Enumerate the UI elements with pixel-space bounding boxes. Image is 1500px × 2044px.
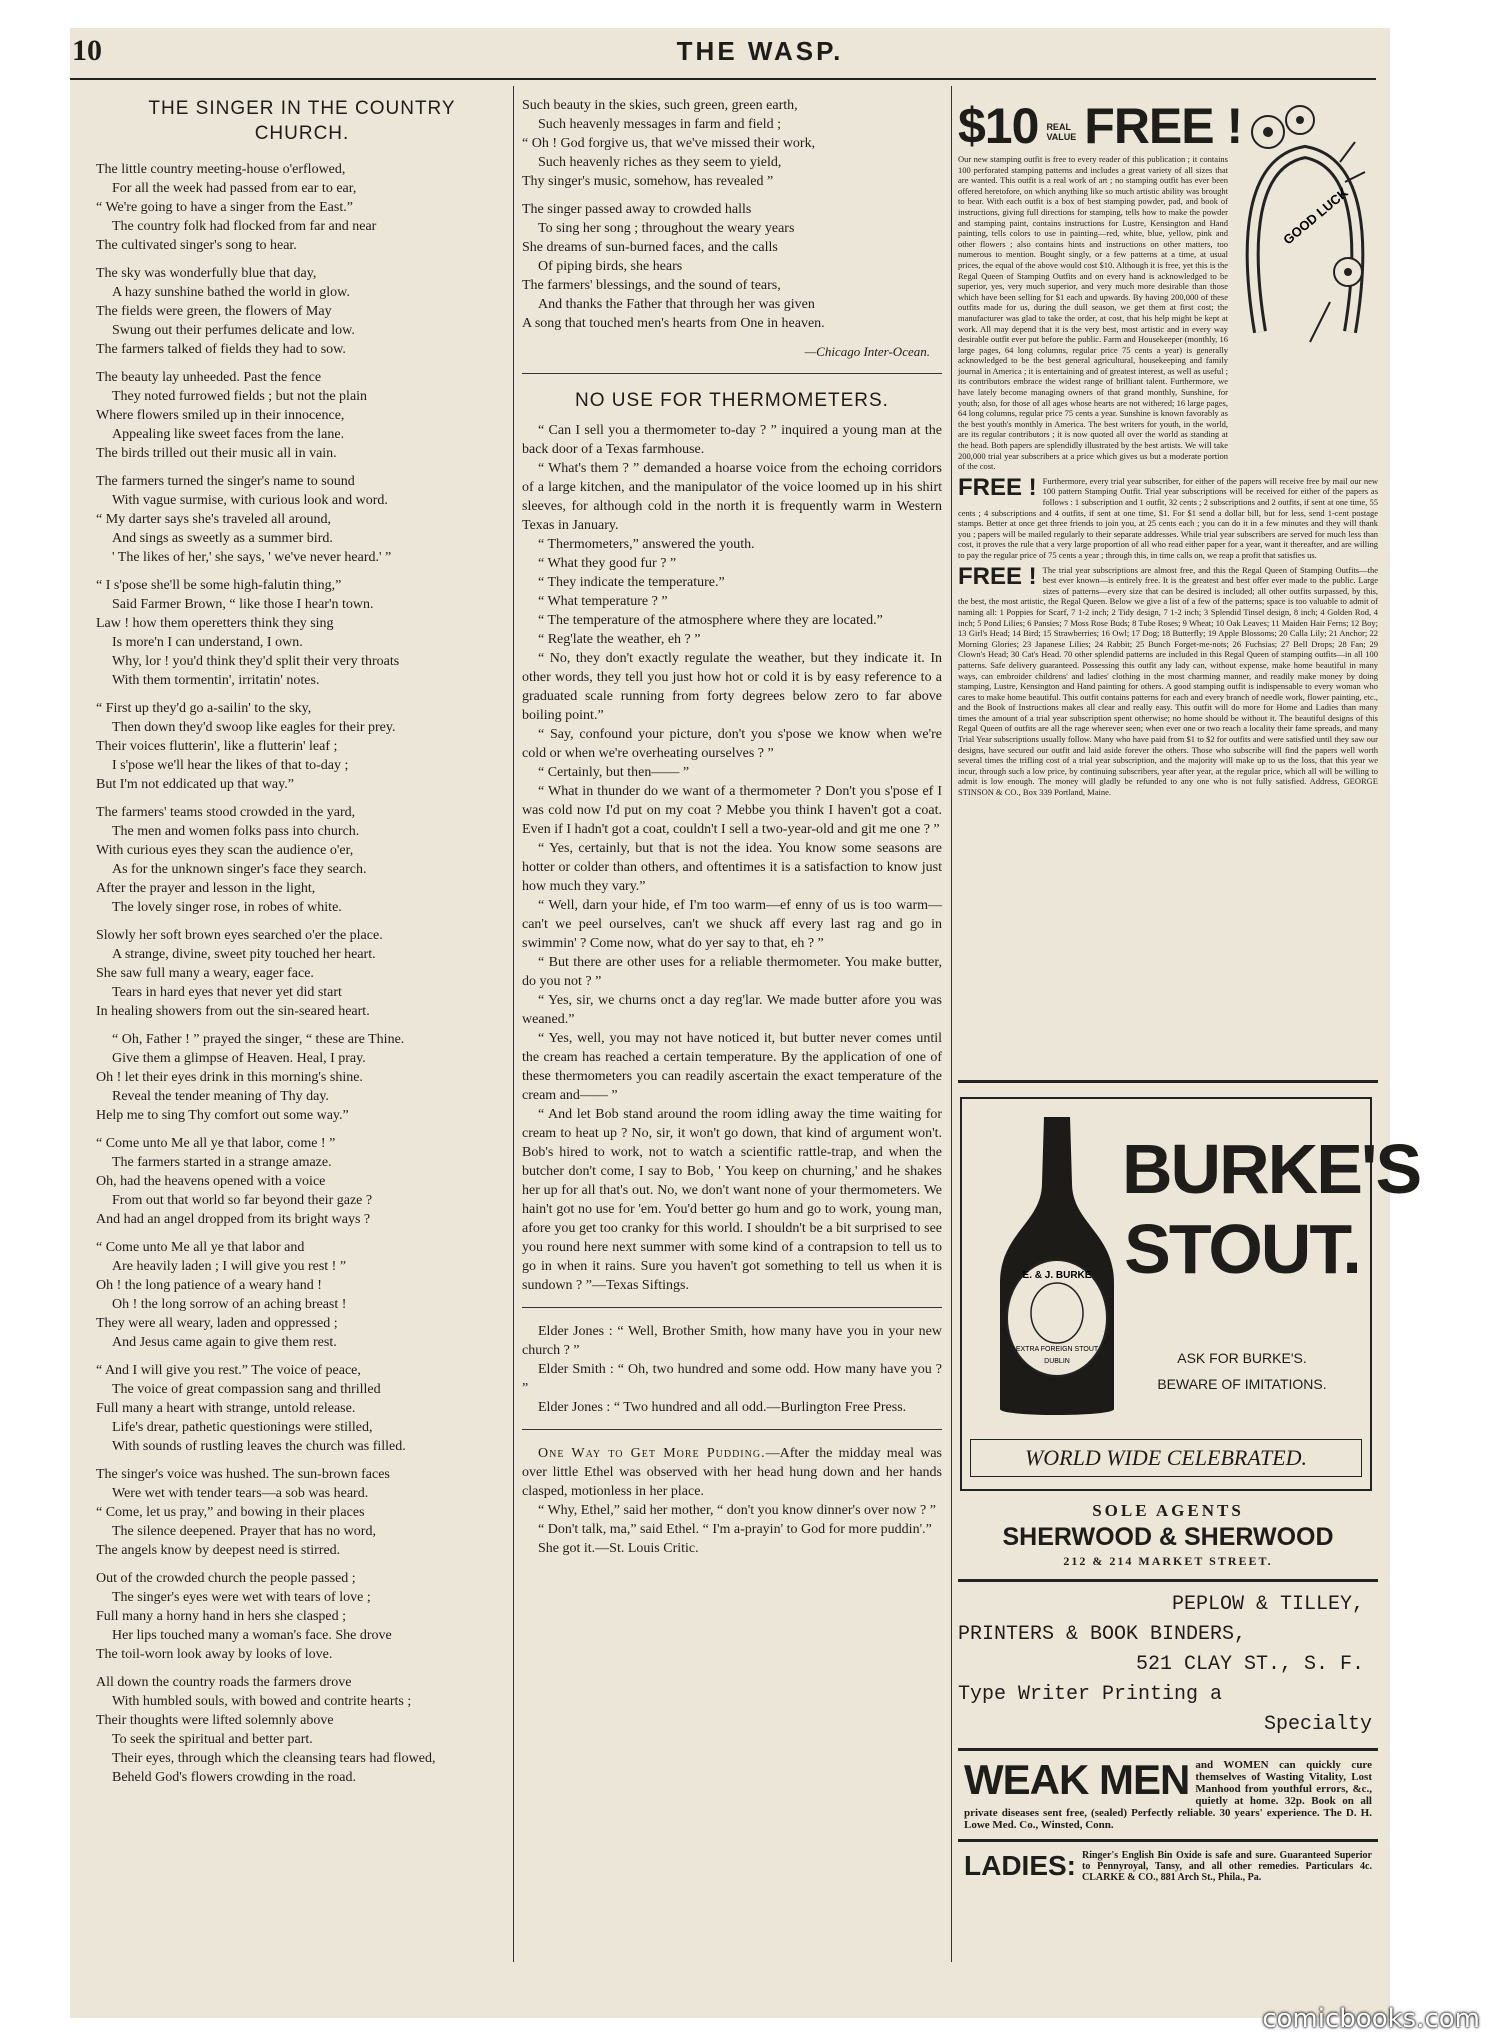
free-label-2: FREE ! <box>958 473 1037 501</box>
agent-street: 212 & 214 MARKET STREET. <box>1063 1554 1273 1568</box>
thermometer-paragraph: “ What they good fur ? ” <box>538 556 677 571</box>
peplow-tilley-ad <box>958 1590 1378 1740</box>
poem-line: Law ! how them operetters think they sing <box>96 616 334 631</box>
poem-line: She saw full many a weary, eager face. <box>96 966 314 981</box>
column-rule-1 <box>513 86 514 1962</box>
poem-line: Oh ! the long patience of a weary hand ! <box>96 1278 322 1293</box>
header-rule <box>70 78 1376 80</box>
poem-line: After the prayer and lesson in the light, <box>96 881 316 896</box>
poem-line: Such heavenly messages in farm and field ; <box>538 117 781 132</box>
poem-line: Full many a heart with strange, untold release. <box>96 1401 356 1416</box>
watermark: comicbooks.com <box>1262 2004 1480 2034</box>
pudding-text-2: “ Don't talk, ma,” said Ethel. “ I'm a-prayin' to God for more puddin'.” <box>538 1522 932 1537</box>
poem-line: The little country meeting-house o'erflowed, <box>96 162 346 177</box>
poem-line: Full many a horny hand in hers she clasped ; <box>96 1609 347 1624</box>
poem-stanza <box>96 1465 508 1560</box>
thermometer-paragraph: “ But there are other uses for a reliable thermometer. You make butter, do you not ? ” <box>522 955 942 989</box>
poem-line: “ My darter says she's traveled all around, <box>96 512 331 527</box>
ad-divider <box>958 1839 1378 1842</box>
poem-line: Beheld God's flowers crowding in the road. <box>112 1770 356 1785</box>
poem-line: “ We're going to have a singer from the East.” <box>96 200 353 215</box>
poem-line: With curious eyes they scan the audience o'er, <box>96 843 354 858</box>
poem-line: “ Oh, Father ! ” prayed the singer, “ these are Thine. <box>112 1032 405 1047</box>
poem-line: And Jesus came again to give them rest. <box>112 1335 337 1350</box>
ad-free-section-2 <box>958 473 1378 561</box>
poem-line: Thy singer's music, somehow, has revealed ” <box>522 174 774 189</box>
poem-line: To seek the spiritual and better part. <box>112 1732 313 1747</box>
poem-line: The farmers started in a strange amaze. <box>112 1155 332 1170</box>
poem-line: Were wet with tender tears—a sob was heard. <box>112 1486 369 1501</box>
poem-stanza <box>96 699 508 794</box>
poem-line: The silence deepened. Prayer that has no word, <box>112 1524 376 1539</box>
poem-line: To sing her song ; throughout the weary years <box>538 221 795 236</box>
poem-line: The sky was wonderfully blue that day, <box>96 266 317 281</box>
real-value-label: REAL VALUE <box>1046 122 1077 142</box>
poem-line: A hazy sunshine bathed the world in glow. <box>112 285 350 300</box>
burke-notice <box>1122 1345 1362 1397</box>
poem-line: Help me to sing Thy comfort out some way.” <box>96 1108 349 1123</box>
pudding-text-1: “ Why, Ethel,” said her mother, “ don't you know dinner's over now ? ” <box>538 1503 936 1518</box>
stamping-outfit-ad <box>958 96 1378 1066</box>
thermometer-paragraph: “ Can I sell you a thermometer to-day ? ” inquired a young man at the back door of a Texas farmhouse. <box>522 423 942 457</box>
elder-paragraph: Elder Jones : “ Two hundred and all odd.—Burlington Free Press. <box>538 1400 907 1415</box>
poem-line: As for the unknown singer's face they search. <box>112 862 367 877</box>
poem-line: The farmers talked of fields they had to sow. <box>96 342 346 357</box>
poem-line: From out that world so far beyond their gaze ? <box>112 1193 373 1208</box>
elder-paragraph: Elder Smith : “ Oh, two hundred and some odd. How many have you ? ” <box>522 1362 942 1396</box>
ad-divider <box>958 1080 1378 1083</box>
thermometer-paragraph: “ No, they don't exactly regulate the weather, but they indicate it. In other words, they tell you just how hot or cold it is by easy reference to a graduated scale running from forty degrees below zero to far above boiling point.” <box>522 651 942 723</box>
poem-line: But I'm not eddicated up that way.” <box>96 777 294 792</box>
poem-stanza <box>96 160 508 255</box>
poem-line: The lovely singer rose, in robes of white. <box>112 900 342 915</box>
poem-line: The men and women folks pass into church. <box>112 824 360 839</box>
poem-line: Oh ! let their eyes drink in this morning's shine. <box>96 1070 363 1085</box>
peplow-line-4: Type Writer Printing a <box>958 1683 1223 1706</box>
thermometer-paragraph: “ They indicate the temperature.” <box>538 575 725 590</box>
poem-line: With sounds of rustling leaves the church was filled. <box>112 1439 406 1454</box>
pudding-lead-paragraph <box>522 1444 942 1501</box>
poem-column <box>96 96 508 1956</box>
poem-stanza <box>96 1134 508 1229</box>
burke-title-2: STOUT. <box>1124 1210 1360 1288</box>
thermometer-paragraph: “ Reg'late the weather, eh ? ” <box>538 632 701 647</box>
ad-divider <box>958 1748 1378 1751</box>
poem-stanza <box>96 1238 508 1352</box>
poem-line: “ Come, let us pray,” and bowing in their places <box>96 1505 365 1520</box>
poem-title-line-2: CHURCH. <box>254 123 350 144</box>
poem-line: They noted furrowed fields ; but not the plain <box>112 389 368 404</box>
burke-ask: ASK FOR BURKE'S. <box>1177 1350 1307 1366</box>
poem-line: Their voices flutterin', like a flutterin' leaf ; <box>96 739 338 754</box>
poem-line: With humbled souls, with bowed and contrite hearts ; <box>112 1694 412 1709</box>
poem-line: For all the week had passed from ear to ear, <box>112 181 357 196</box>
poem-line: Why, lor ! you'd think they'd split their very throats <box>112 654 400 669</box>
pudding-text-0: —After the midday meal was over little Ethel was observed with her head hung down and her hands clasped, motionless in her place. <box>522 1446 942 1499</box>
ladies-ad <box>958 1850 1378 1883</box>
poem-line: Said Farmer Brown, “ like those I hear'n town. <box>112 597 374 612</box>
pudding-lead: One Way to Get More Pudding. <box>538 1446 766 1461</box>
poem-line: “ Come unto Me all ye that labor, come ! ” <box>96 1136 336 1151</box>
pudding-article <box>522 1444 942 1558</box>
poem-line: A song that touched men's hearts from One in heaven. <box>522 316 825 331</box>
ladies-text: Ringer's English Bin Oxide is safe and sure. Guaranteed Superior to Pennyroyal, Tansy, and all other remedies. Particulars 4c. CLARKE & CO., 881 Arch St., Phila., Pa. <box>1082 1850 1372 1883</box>
poem-line: Life's drear, pathetic questionings were stilled, <box>112 1420 373 1435</box>
poem-line: The angels know by deepest need is stirred. <box>96 1543 341 1558</box>
poem-line: Their thoughts were lifted solemnly above <box>96 1713 334 1728</box>
poem-line: She dreams of sun-burned faces, and the calls <box>522 240 778 255</box>
thermometer-title: NO USE FOR THERMOMETERS. <box>575 390 889 411</box>
poem-stanza <box>96 803 508 917</box>
free-label-3: FREE ! <box>958 562 1037 590</box>
poem-line: The beauty lay unheeded. Past the fence <box>96 370 322 385</box>
poem-line: I s'pose we'll hear the likes of that to-day ; <box>112 758 349 773</box>
ad-price: $10 <box>958 98 1039 154</box>
elder-paragraph: Elder Jones : “ Well, Brother Smith, how many have you in your new church ? ” <box>522 1324 942 1358</box>
poem-line: Tears in hard eyes that never yet did start <box>112 985 342 1000</box>
poem-line: “ And I will give you rest.” The voice of peace, <box>96 1363 361 1378</box>
middle-column <box>522 96 942 1956</box>
poem-line: Oh, had the heavens opened with a voice <box>96 1174 326 1189</box>
poem-stanza <box>96 1673 508 1787</box>
poem-line: The cultivated singer's song to hear. <box>96 238 297 253</box>
thermometer-paragraph: “ Well, darn your hide, ef I'm too warm—ef enny of us is too warm—can't we peel ourselves, can't we shuck aff every last rag and go in swimmin' ? Come now, what do yer say to that, eh ? ” <box>522 898 942 951</box>
poem-line: The singer's eyes were wet with tears of love ; <box>112 1590 371 1605</box>
poem-line: The farmers' blessings, and the sound of tears, <box>522 278 781 293</box>
poem-line: Where flowers smiled up in their innocence, <box>96 408 345 423</box>
poem-line: And had an angel dropped from its bright ways ? <box>96 1212 371 1227</box>
sole-agents: SOLE AGENTS <box>1092 1501 1244 1520</box>
good-luck-text: GOOD LUCK <box>1280 184 1351 248</box>
poem-credit: —Chicago Inter-Ocean. <box>804 344 930 359</box>
poem-line: “ Oh ! God forgive us, that we've missed their work, <box>522 136 816 151</box>
thermometer-paragraph: “ Thermometers,” answered the youth. <box>538 537 755 552</box>
peplow-line-5: Specialty <box>1263 1713 1372 1736</box>
page-number: 10 <box>72 34 102 67</box>
poem-line: All down the country roads the farmers drove <box>96 1675 352 1690</box>
thermometer-paragraph: “ What's them ? ” demanded a hoarse voice from the echoing corridors of a large kitchen, and the manipulator of the voice loomed up in his shirt sleeves, for although cold in the north it is frequently warm in Western Texas in January. <box>522 461 942 533</box>
poem-line: The voice of great compassion sang and thrilled <box>112 1382 381 1397</box>
poem-stanza <box>96 1030 508 1125</box>
poem-stanza <box>96 576 508 690</box>
poem-line: The birds trilled out their music all in vain. <box>96 446 337 461</box>
poem-line: Out of the crowded church the people passed ; <box>96 1571 356 1586</box>
bottle-sub-text: EXTRA FOREIGN STOUT <box>1015 1346 1099 1353</box>
ad-free-body-1: Our new stamping outfit is free to every reader of this publication ; it contains 100 perforated stamping patterns and includes a great variety of all sizes that are wanted. This outfit is a real work of art ; no stamping outfit has ever been offered heretofore, on which anything like so much artistic ability was brought to bear. With each outfit is a box of best stamping powder, pad, and book of instructions, giving full directions for stamping, tells how to make the powder and stamping paint, contains instructions for Lustre, Kensington and Hand painting, tells colors to use in painting—red, white, blue, yellow, pink and other flowers ; also contains hints and instructions on other matters, too numerous to mention. Bought singly, or a few patterns at a time, at usual prices, the equal of the above would cost $10. Although it is free, yet this is the Regal Queen of Stamping Outfits and on every hand is acknowledged to be superior, yes, very much superior, and very much more desirable than those which have been selling for $1 each and upwards. By having 200,000 of these outfits made for us, during the dull season, we get them at first cost; the manufacturer was glad to take the order, at cost, that his help might be kept at work. All may depend that it is the very best, most artistic and in every way desirable outfit ever put before the public. Farm and Housekeeper (monthly, 16 large pages, 64 long columns, regular price 75 cents a year) is generally acknowledged to be the best general agricultural, housekeeping and family journal in America ; it is entertaining and of greatest interest, as well as useful ; its contributors embrace the widest range of brilliant talent. Furthermore, we have lately become managing owners of that grand monthly, Sunshine, for youth; also, for those of all ages whose hearts are not withered; 16 large pages, 64 long columns, regular price 75 cents a year. Sunshine is known favorably as the best youth's monthly in America. The best writers for youth, in the world, are its regular contributors ; it is now quoted all over the world as standing at the head. Both papers are splendidly illustrated by the best artists. We will take 200,000 trial year subscribers at a price which gives us but a moderate portion of the cost. <box>958 154 1228 472</box>
bottle-label-text: E. & J. BURKE <box>1022 1270 1092 1281</box>
poem-line: Give them a glimpse of Heaven. Heal, I pray. <box>112 1051 366 1066</box>
poem-line: With them tormentin', irritatin' notes. <box>112 673 320 688</box>
divider <box>522 1429 942 1430</box>
poem-stanza <box>96 472 508 567</box>
ads-column <box>958 96 1421 1966</box>
divider <box>522 373 942 374</box>
burkes-stout-ad <box>960 1097 1421 1491</box>
agent-name: SHERWOOD & SHERWOOD <box>1002 1523 1334 1551</box>
poem-line: And thanks the Father that through her was given <box>538 297 815 312</box>
thermometer-paragraph: “ Certainly, but then—— ” <box>538 765 690 780</box>
thermometer-paragraph: “ Yes, well, you may not have noticed it, but butter never comes until the cream has reached a certain temperature. By the application of one of these thermometers you can readily ascertain the exact temperature of the cream and—— ” <box>522 1031 942 1103</box>
peplow-line-2: PRINTERS & BOOK BINDERS, <box>958 1623 1247 1646</box>
poem-line: “ Come unto Me all ye that labor and <box>96 1240 305 1255</box>
elder-joke <box>522 1322 942 1417</box>
weak-men-ad <box>958 1756 1378 1831</box>
poem-line: Are heavily laden ; I will give you rest ! ” <box>112 1259 347 1274</box>
poem-line: “ I s'pose she'll be some high-falutin thing,” <box>96 578 342 593</box>
poem-stanza <box>96 264 508 359</box>
poem-line: A strange, divine, sweet pity touched her heart. <box>112 947 376 962</box>
burke-title <box>1122 1129 1421 1289</box>
free-headline: FREE ! <box>1084 98 1243 154</box>
ad-free-section-3 <box>958 562 1378 798</box>
thermometer-paragraph: “ What temperature ? ” <box>538 594 668 609</box>
poem-line: The fields were green, the flowers of May <box>96 304 332 319</box>
weak-men-headline: WEAK MEN <box>964 1756 1190 1803</box>
poem-line: Slowly her soft brown eyes searched o'er the place. <box>96 928 383 943</box>
poem-stanza <box>96 926 508 1021</box>
pudding-text-3: She got it.—St. Louis Critic. <box>538 1541 699 1556</box>
poem-line: Appealing like sweet faces from the lane. <box>112 427 345 442</box>
horseshoe-flowers-icon <box>1240 102 1370 352</box>
divider <box>522 1307 942 1308</box>
poem-last-stanza <box>522 200 942 333</box>
thermometer-paragraph: “ And let Bob stand around the room idling away the time waiting for cream to heat up ? No, sir, it won't go down, that kind of argument won't. Bob's hired to work, not to watch a scientific rattle-trap, and when the butcher don't come, I say to Bob, ' You keep on churning,' and he shakes her up for all that's out. No, we don't want none of your thermometers. We hain't got no use for 'em. You'd better go hum and go to work, young man, afore you get too cranky for this world. I shouldn't be a bit surprised to see you round here next summer with some kind of a contrapsion to tell us to go in when it rains. Sure you haven't got something to tell us when it is sundown ? ”—Texas Siftings. <box>522 1107 942 1293</box>
burke-slogan: WORLD WIDE CELEBRATED. <box>970 1439 1362 1477</box>
poem-line: With vague surmise, with curious look and word. <box>112 493 388 508</box>
masthead: THE WASP. <box>676 36 844 66</box>
poem-line: Of piping birds, she hears <box>538 259 683 274</box>
ladies-headline: LADIES: <box>964 1850 1076 1881</box>
poem-line: Their eyes, through which the cleansing tears had flowed, <box>112 1751 436 1766</box>
peplow-line-3: 521 CLAY ST., S. F. <box>1135 1653 1364 1676</box>
poem-line: In healing showers from out the sin-seared heart. <box>96 1004 370 1019</box>
thermometer-paragraph: “ What in thunder do we want of a thermometer ? Don't you s'pose ef I was cold now I'd put on my coat ? Mebbe you think I haven't got a coat. Even if I hadn't got a coat, couldn't I sell a two-year-old and git me one ? ” <box>522 784 942 837</box>
poem-line: The farmers turned the singer's name to sound <box>96 474 355 489</box>
thermometer-paragraph: “ Yes, certainly, but that is not the idea. You know some seasons are hotter or colder than others, and oftentimes it is a satisfaction to know just how much they vary.” <box>522 841 942 894</box>
ad-free-body-3: The trial year subscriptions are almost free, and this the Regal Queen of Stamping Outfits—the best ever known—is entirely free. It is the greatest and best offer ever made to the public. Large sizes of patterns—every size that can be desired is included; all other outfits surpassed, by this, the best, the most artistic, the Regal Queen. Below we give a list of a few of the patterns; space is too valuable to admit of naming all: 1 Poppies for Scarf, 7 1-2 inch; 2 Tidy design, 7 1-2 inch; 3 Splendid Tinsel design, 8 inch; 4 Golden Rod, 4 inch; 5 Pond Lilies; 6 Pansies; 7 Moss Rose Buds; 8 Tube Roses; 9 Wheat; 10 Oak Leaves; 11 Maiden Hair Ferns; 12 Boy; 13 Girl's Head; 14 Bird; 15 Strawberries; 16 Owl; 17 Dog; 18 Butterfly; 19 Apple Blossoms; 20 Calla Lily; 21 Anchor; 22 Morning Glories; 23 Japanese Lilies; 24 Rabbit; 25 Bunch Forget-me-nots; 26 Fuchsias; 27 Bell Drops; 28 Fan; 29 Clown's Head; 30 Cat's Head. 70 other splendid patterns are included in this Regal Queen of stamping outfits—in all 100 patterns. Safe delivery guaranteed. Possessing this outfit any lady can, without expense, make home beautiful in many ways, can embroider childrens' and ladies' clothing in the most charming manner, and readily make money by doing stamping, Lustre, Kensington and Hand painting for others. A good stamping outfit is indispensable to every woman who cares to make home beautiful. This outfit contains patterns for each and every branch of needle work, flower painting, etc., and the Book of Instructions makes all clear and really easy. This outfit will do more for Home and Ladies than many times the amount of a trial year subscription spent otherwise; no home should be without it. The beautiful designs of this Regal Queen of outfits are all the rage wherever seen; when ever one or two reach a locality their fame spreads, and many Trial Year subscriptions usually follow. Many who have paid from $1 to $2 for outfits and were satisfied until they saw our designs, have secured our outfit and laid aside forever the others. Those who subscribe will find the papers well worth several times the trifling cost of a trial year subscription, and the majority will make up to us the loss, that this year we incur, through such a low price, by continuing subscribers, year after year, at the regular price, which all will be willing to admit is low enough. The money will gladly be refunded to any one who is not fully satisfied. Address, GEORGE STINSON & CO., Box 339 Portland, Maine. <box>958 564 1378 798</box>
column-rule-2 <box>951 86 952 1962</box>
poem-line: The toil-worn look away by looks of love. <box>96 1647 333 1662</box>
thermometer-paragraph: “ The temperature of the atmosphere where they are located.” <box>538 613 883 628</box>
poem-stanza <box>96 1569 508 1664</box>
ad-divider <box>958 1579 1378 1582</box>
poem-line: “ First up they'd go a-sailin' to the sky, <box>96 701 312 716</box>
poem-line: Oh ! the long sorrow of an aching breast ! <box>112 1297 347 1312</box>
poem-line: The country folk had flocked from far and near <box>112 219 377 234</box>
poem-line: And sings as sweetly as a summer bird. <box>112 531 333 546</box>
weak-men-text: and WOMEN can quickly cure themselves of Wasting Vitality, Lost Manhood from youthful errors, &c., quietly at home. 32p. Book on all private diseases sent free, (sealed) Perfectly reliable. 30 years' experience. The D. H. Lowe Med. Co., Winsted, Conn. <box>964 1759 1372 1831</box>
poem-line: Her lips touched many a woman's face. She drove <box>112 1628 392 1643</box>
poem-line: Then down they'd swoop like eagles for their prey. <box>112 720 396 735</box>
poem-line: Reveal the tender meaning of Thy day. <box>112 1089 329 1104</box>
poem-line: ' The likes of her,' she says, ' we've never heard.' ” <box>112 550 392 565</box>
thermometer-article <box>522 421 942 1295</box>
peplow-line-1: PEPLOW & TILLEY, <box>1171 1593 1364 1616</box>
poem-line: Such heavenly riches as they seem to yield, <box>538 155 782 170</box>
poem-line: The farmers' teams stood crowded in the yard, <box>96 805 356 820</box>
thermometer-paragraph: “ Yes, sir, we churns onct a day reg'lar. We made butter afore you was weaned.” <box>522 993 942 1027</box>
burke-title-1: BURKE'S <box>1122 1130 1421 1208</box>
poem-line: Is more'n I can understand, I own. <box>112 635 303 650</box>
poem-title <box>96 96 508 146</box>
poem-line: The singer passed away to crowded halls <box>522 202 752 217</box>
stout-bottle-icon <box>992 1113 1122 1423</box>
bottle-city-text: DUBLIN <box>1044 1358 1070 1365</box>
thermometer-paragraph: “ Say, confound your picture, don't you s'pose we know when we're cold or when we're overheating ourselves ? ” <box>522 727 942 761</box>
poem-line: They were all weary, laden and oppressed ; <box>96 1316 338 1331</box>
poem-line: The singer's voice was hushed. The sun-brown faces <box>96 1467 390 1482</box>
poem-line: Swung out their perfumes delicate and low. <box>112 323 355 338</box>
burke-beware: BEWARE OF IMITATIONS. <box>1157 1376 1327 1392</box>
poem-stanza <box>96 368 508 463</box>
poem-stanza <box>96 1361 508 1456</box>
poem-line: Such beauty in the skies, such green, green earth, <box>522 98 798 113</box>
poem-stanzas <box>96 160 508 1787</box>
poem-title-line-1: THE SINGER IN THE COUNTRY <box>148 98 456 119</box>
ad-free-body-2: Furthermore, every trial year subscriber, for either of the papers will receive free by mail our new 100 pattern Stamping Outfit. Trial year subscriptions will be received for either of the papers as follows : 1 subscription and 1 outfit, 32 cents ; 2 subscriptions and 2 outfits, if sent at one time, 55 cents ; 4 subscriptions and 4 outfits, if sent at one time, $1. For $1 send a dollar bill, but for less, send 1-cent postage stamps. Better at once get three friends to join you, at 25 cents each ; you can do it in a few minutes and they will thank you ; papers will be mailed regularly to their separate addresses. While trial year subscribers are served for much less than cost, it proves the rule that a very large proportion of all who read either paper for a year, want it thereafter, and are willing to pay the regular price of 75 cents a year ; through this, in time calls on, we reap a profit that satisfies us. <box>958 475 1378 560</box>
poem-continuation <box>522 96 942 191</box>
